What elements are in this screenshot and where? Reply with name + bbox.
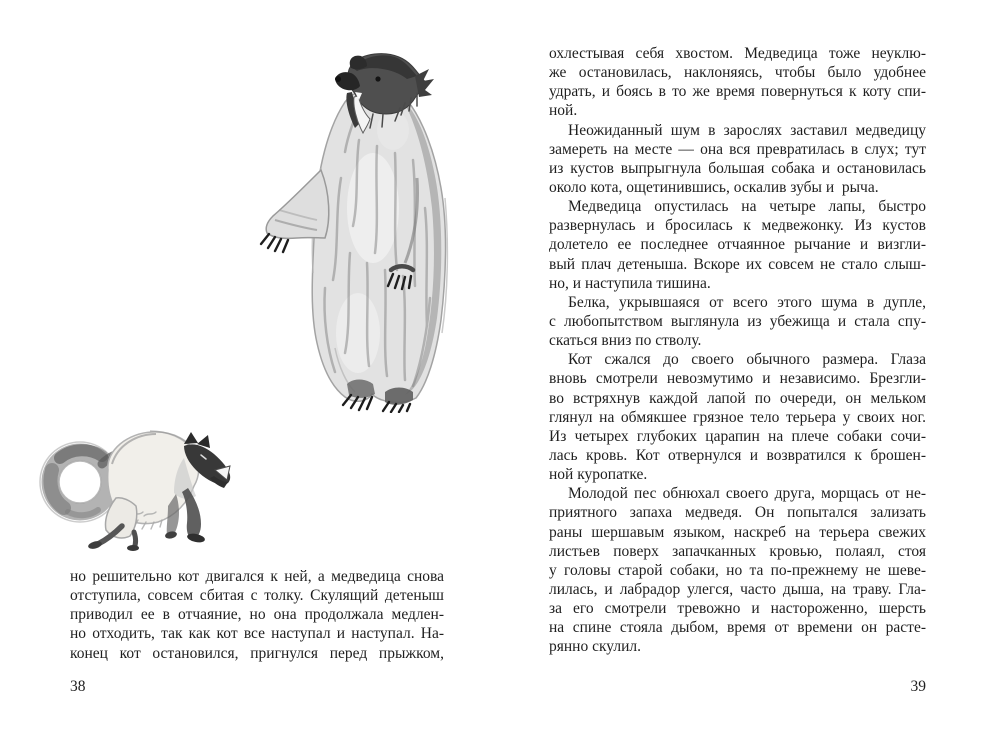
text-line: приводил ее в отчаяние, но она продолжала медлен-	[70, 606, 444, 624]
text-line: раны шершавым языком, наскреб на терьера свежих	[549, 523, 926, 541]
text-line: с любопытством выглянула из убежища и стала спу-	[549, 312, 926, 330]
bear-illustration	[255, 48, 460, 413]
text-line: Медведица опустилась на четыре лапы, быстро	[568, 198, 926, 216]
right-page	[496, 0, 992, 744]
bear-eye	[375, 76, 380, 81]
text-line: за его смотрели тревожно и настороженно, шерсть	[549, 600, 926, 618]
cat-illustration	[38, 428, 233, 555]
text-line: удрать, и боясь в то же время повернуться к коту спи-	[549, 83, 926, 101]
text-line: лась кровь. Кот отвернулся и возвратился к брошен-	[549, 446, 926, 464]
cat-ear-left	[184, 432, 198, 444]
text-line: рянно скулил.	[549, 638, 641, 656]
text-line: во встряхнув каждой лапой по очереди, он мельком	[549, 389, 926, 407]
text-line: глянул на обмякшее грязное тело терьера у своих ног.	[549, 408, 926, 426]
text-line: Неожиданный шум в зарослях заставил медведицу	[568, 121, 926, 139]
right-page-number: 39	[910, 678, 926, 695]
text-line: на спине стояла дыбом, время от времени он расте-	[549, 619, 926, 637]
text-line: ной.	[549, 102, 578, 120]
bear-body	[312, 88, 447, 402]
text-line: вый плач детеныша. Вскоре их совсем не стало слыш-	[549, 255, 926, 273]
bear-nose	[335, 76, 341, 82]
text-line: листьев поверх запачканных кровью, полаял, стоя	[549, 542, 926, 560]
text-line: же остановилась, наклоняясь, чтобы было удобнее	[549, 64, 926, 82]
left-page-text	[70, 567, 444, 663]
text-line: развернулась и бросилась к медвежонку. Из кустов	[549, 217, 926, 235]
text-line: но отходить, так как кот все наступал и наступал. На-	[70, 625, 444, 643]
text-line: отступила, совсем сбитая с толку. Скулящий детеныш	[70, 587, 444, 605]
text-line: но, и наступила тишина.	[549, 274, 711, 292]
text-line: Кот сжался до своего обычного размера. Глаза	[568, 351, 926, 369]
text-line: долетело ее последнее отчаянное рычание и визгли-	[549, 236, 926, 254]
text-line: приятного запаха медведя. Он попытался зализать	[549, 504, 926, 522]
text-line: скаться вниз по стволу.	[549, 332, 702, 350]
text-line: замереть на месте — она вся превратилась в слух; тут	[549, 140, 926, 158]
text-line: ной куропатке.	[549, 466, 648, 484]
text-line: Из четырех глубоких царапин на плече собаки сочи-	[549, 427, 926, 445]
text-line: охлестывая себя хвостом. Медведица тоже неуклю-	[549, 45, 926, 62]
right-page-text	[549, 44, 926, 657]
text-line: Белка, укрывшаяся от всего этого шума в дупле,	[568, 293, 926, 311]
left-page-number: 38	[70, 678, 86, 695]
text-line: лилась, и лабрадор улегся, часто дыша, на траву. Гла-	[549, 580, 926, 598]
text-line: конец кот остановился, пригнулся перед прыжком,	[70, 644, 444, 662]
text-line: Молодой пес обнюхал своего друга, морщась от не-	[568, 485, 926, 503]
text-line: вновь смотрели невозмутимо и независимо. Брезгли-	[549, 370, 926, 388]
text-line: но решительно кот двигался к ней, а медведица снова	[70, 568, 444, 585]
text-line: около кота, ощетинившись, оскалив зубы и рыча.	[549, 178, 879, 196]
text-line: у головы старой собаки, но та по-прежнему не шеве-	[549, 561, 926, 579]
text-line: из кустов выпрыгнула большая собака и остановилась	[549, 159, 926, 177]
